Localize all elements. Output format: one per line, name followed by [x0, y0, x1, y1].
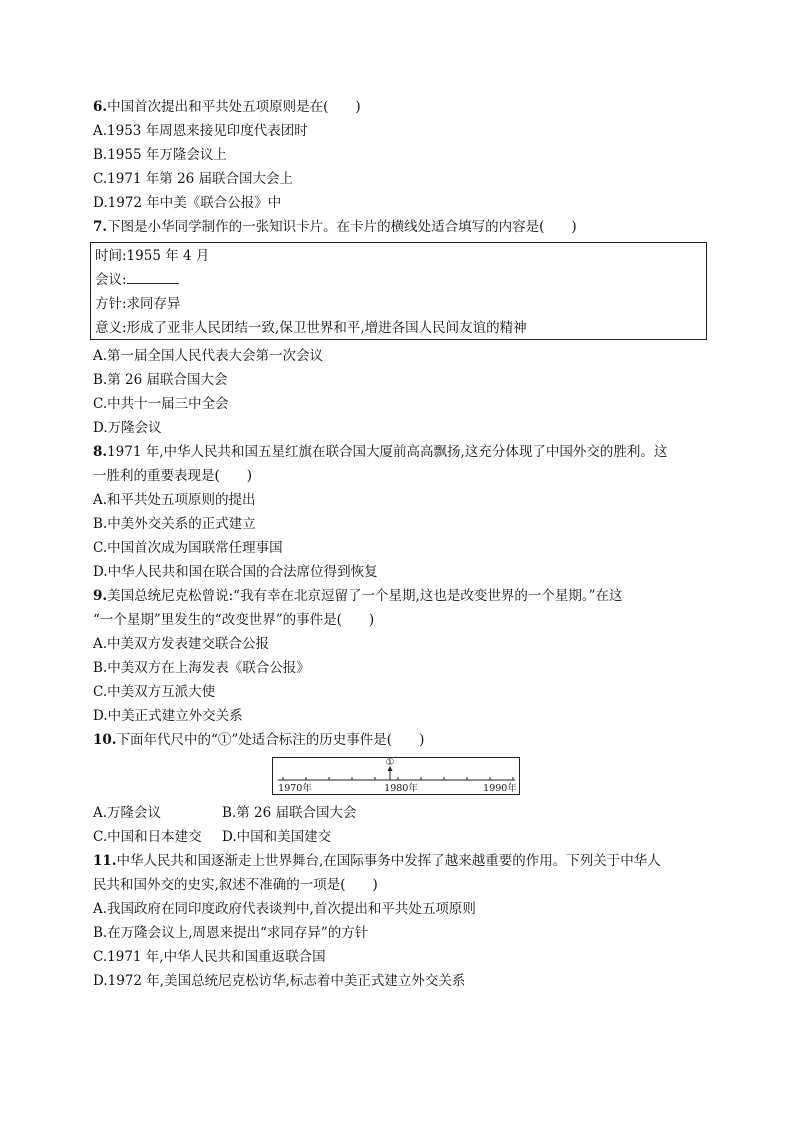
question-text: 1971 年,中华人民共和国五星红旗在联合国大厦前高高飘扬,这充分体现了中国外交的胜利。这 [107, 444, 668, 460]
question-number: 8. [93, 444, 108, 460]
option-10c: C.中国和日本建交 [93, 829, 202, 845]
question-6-stem [93, 98, 361, 116]
question-number: 7. [93, 219, 108, 235]
option-9b: B.中美双方在上海发表《联合公报》 [93, 660, 310, 676]
option-7c: C.中共十一届三中全会 [93, 396, 229, 412]
question-9-stem [93, 587, 623, 605]
question-11-stem [93, 852, 661, 870]
option-8d: D.中华人民共和国在联合国的合法席位得到恢复 [93, 564, 378, 580]
option-9d: D.中美正式建立外交关系 [93, 708, 243, 724]
option-11b: B.在万隆会议上,周恩来提出“求同存异”的方针 [93, 925, 369, 941]
fill-blank [127, 271, 179, 284]
question-text: 中华人民共和国逐渐走上世界舞台,在国际事务中发挥了越来越重要的作用。下列关于中华人 [116, 853, 661, 869]
question-7-stem [93, 218, 577, 236]
timeline-label-1980: 1980年 [384, 783, 418, 794]
card-meeting-label: 会议: [95, 272, 127, 288]
knowledge-card [90, 242, 707, 340]
question-number: 6. [93, 99, 108, 115]
option-8b: B.中美外交关系的正式建立 [93, 516, 256, 532]
question-number: 9. [93, 588, 108, 604]
option-7a: A.第一届全国人民代表大会第一次会议 [93, 348, 324, 364]
question-number: 10. [93, 732, 117, 748]
question-11-stem-cont: 民共和国外交的史实,叙述不准确的一项是( ) [93, 877, 378, 893]
question-10-stem [93, 731, 424, 749]
option-7d: D.万隆会议 [93, 420, 162, 436]
option-6b: B.1955 年万隆会议上 [93, 147, 227, 163]
timeline-svg [273, 758, 519, 794]
option-11c: C.1971 年,中华人民共和国重返联合国 [93, 949, 326, 965]
option-11d: D.1972 年,美国总统尼克松访华,标志着中美正式建立外交关系 [93, 973, 466, 989]
card-meeting [95, 271, 179, 289]
question-9-stem-cont: “一个星期”里发生的“改变世界”的事件是( ) [93, 612, 375, 628]
question-number: 11. [93, 853, 117, 869]
question-text: 下图是小华同学制作的一张知识卡片。在卡片的横线处适合填写的内容是( ) [107, 219, 577, 235]
option-10b: B.第 26 届联合国大会 [222, 805, 357, 821]
option-9a: A.中美双方发表建交联合公报 [93, 636, 270, 652]
option-8c: C.中国首次成为国联常任理事国 [93, 540, 283, 556]
question-text: 中国首次提出和平共处五项原则是在( ) [107, 99, 361, 115]
option-10a: A.万隆会议 [93, 805, 162, 821]
card-time: 时间:1955 年 4 月 [95, 248, 210, 264]
card-policy: 方针:求同存异 [95, 296, 181, 312]
option-6c: C.1971 年第 26 届联合国大会上 [93, 171, 294, 187]
timeline-ruler [272, 757, 520, 795]
question-text: 下面年代尺中的“①”处适合标注的历史事件是( ) [116, 732, 425, 748]
option-6d: D.1972 年中美《联合公报》中 [93, 195, 282, 211]
option-10d: D.中国和美国建交 [222, 829, 332, 845]
option-11a: A.我国政府在同印度政府代表谈判中,首次提出和平共处五项原则 [93, 901, 476, 917]
timeline-label-1990: 1990年 [483, 783, 517, 794]
timeline-label-1970: 1970年 [278, 783, 312, 794]
option-6a: A.1953 年周恩来接见印度代表团时 [93, 123, 308, 139]
option-7b: B.第 26 届联合国大会 [93, 372, 228, 388]
question-8-stem-cont: 一胜利的重要表现是( ) [93, 468, 253, 484]
card-meaning: 意义:形成了亚非人民团结一致,保卫世界和平,增进各国人民间友谊的精神 [95, 320, 527, 336]
timeline-marker: ① [385, 758, 395, 768]
option-8a: A.和平共处五项原则的提出 [93, 492, 256, 508]
question-text: 美国总统尼克松曾说:“我有幸在北京逗留了一个星期,这也是改变世界的一个星期。”在这 [107, 588, 623, 604]
option-9c: C.中美双方互派大使 [93, 684, 216, 700]
question-8-stem [93, 443, 667, 461]
